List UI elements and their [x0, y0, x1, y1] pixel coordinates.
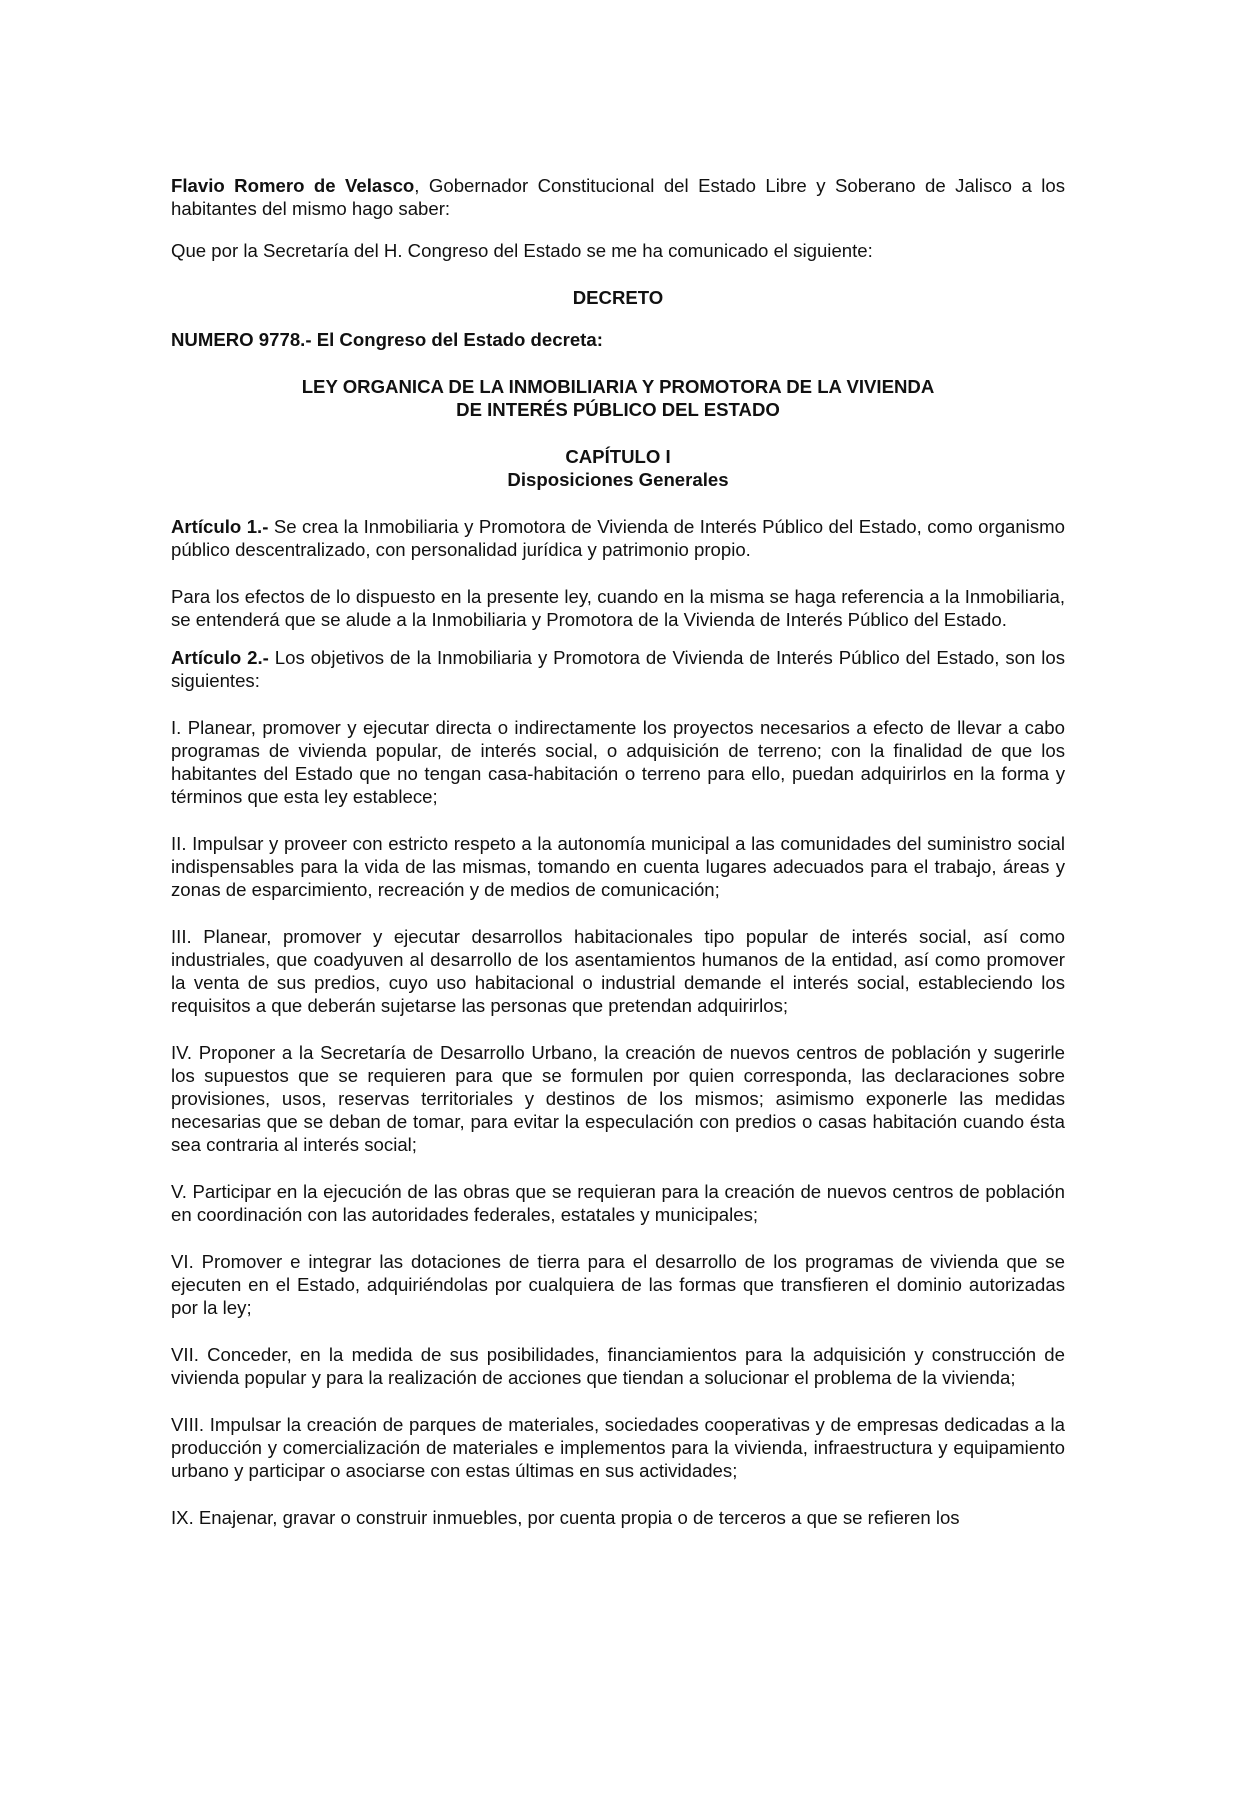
communication-paragraph: Que por la Secretaría del H. Congreso del Estado se me ha comunicado el siguiente: — [171, 240, 873, 261]
article-1-text: Se crea la Inmobiliaria y Promotora de Vivienda de Interés Público del Estado, como organismo público descentralizado, con personalidad jurídica y patrimonio propio. — [171, 516, 1065, 560]
governor-name: Flavio Romero de Velasco — [171, 175, 415, 196]
article-2-item-2: II. Impulsar y proveer con estricto respeto a la autonomía municipal a las comunidades del suministro social indispensables para la vida de las mismas, tomando en cuenta lugares adecuados para el trabajo, áreas y zonas de esparcimiento, recreación y de medios de comunicación; — [171, 833, 1065, 900]
law-title-line2: DE INTERÉS PÚBLICO DEL ESTADO — [456, 399, 780, 420]
chapter-number: CAPÍTULO I — [565, 446, 671, 467]
intro-text: , Gobernador Constitucional del Estado Libre y Soberano de Jalisco a los habitantes del mismo hago saber: — [171, 175, 1066, 219]
document-page — [171, 174, 1065, 1529]
chapter-name: Disposiciones Generales — [507, 469, 729, 490]
law-title — [171, 375, 1065, 421]
article-2-item-1: I. Planear, promover y ejecutar directa o indirectamente los proyectos necesarios a efecto de llevar a cabo programas de vivienda popular, de interés social, o adquisición de terreno; con la finalidad de que los habitantes del Estado que no tengan casa-habitación o terreno para ello, puedan adquirirlos en la forma y términos que esta ley establece; — [171, 717, 1065, 807]
article-2-item-5: V. Participar en la ejecución de las obras que se requieran para la creación de nuevos centros de población en coordinación con las autoridades federales, estatales y municipales; — [171, 1181, 1065, 1225]
article-1-paragraph-2: Para los efectos de lo dispuesto en la presente ley, cuando en la misma se haga referencia a la Inmobiliaria, se entenderá que se alude a la Inmobiliaria y Promotora de la Vivienda de Interés Público del Estado. — [171, 586, 1065, 630]
article-2-item-7: VII. Conceder, en la medida de sus posibilidades, financiamientos para la adquisición y construcción de vivienda popular y para la realización de acciones que tiendan a solucionar el problema de la vivienda; — [171, 1344, 1065, 1388]
article-2-item-6: VI. Promover e integrar las dotaciones de tierra para el desarrollo de los programas de vivienda que se ejecuten en el Estado, adquiriéndolas por cualquiera de las formas que transfieren el dominio autorizadas por la ley; — [171, 1251, 1065, 1318]
article-2-item-8: VIII. Impulsar la creación de parques de materiales, sociedades cooperativas y de empresas dedicadas a la producción y comercialización de materiales e implementos para la vivienda, infraestructura y equipamiento urbano y participar o asociarse con estas últimas en sus actividades; — [171, 1414, 1065, 1481]
decree-number: NUMERO 9778.- El Congreso del Estado decreta: — [171, 329, 603, 350]
article-2-item-3: III. Planear, promover y ejecutar desarrollos habitacionales tipo popular de interés social, así como industriales, que coadyuven al desarrollo de los asentamientos humanos de la entidad, así como promover la venta de sus predios, cuyo uso habitacional o industrial demande el interés social, estableciendo los requisitos a que deberán sujetarse las personas que pretendan adquirirlos; — [171, 926, 1065, 1016]
chapter-heading — [171, 445, 1065, 491]
article-2-label: Artículo 2.- — [171, 647, 269, 668]
article-1 — [171, 515, 1065, 561]
intro-paragraph — [171, 174, 1065, 220]
article-2-item-9: IX. Enajenar, gravar o construir inmuebles, por cuenta propia o de terceros a que se refieren los — [171, 1507, 960, 1528]
decree-heading: DECRETO — [572, 287, 664, 308]
article-1-label: Artículo 1.- — [171, 516, 269, 537]
law-title-line1: LEY ORGANICA DE LA INMOBILIARIA Y PROMOTORA DE LA VIVIENDA — [301, 376, 935, 397]
article-2 — [171, 646, 1065, 692]
article-2-text: Los objetivos de la Inmobiliaria y Promotora de Vivienda de Interés Público del Estado, son los siguientes: — [171, 647, 1065, 691]
article-2-item-4: IV. Proponer a la Secretaría de Desarrollo Urbano, la creación de nuevos centros de población y sugerirle los supuestos que se requieren para que se formulen por quien corresponda, las declaraciones sobre provisiones, usos, reservas territoriales y destinos de los mismos; asimismo exponerle las medidas necesarias que se deban de tomar, para evitar la especulación con predios o casas habitación cuando ésta sea contraria al interés social; — [171, 1042, 1065, 1155]
